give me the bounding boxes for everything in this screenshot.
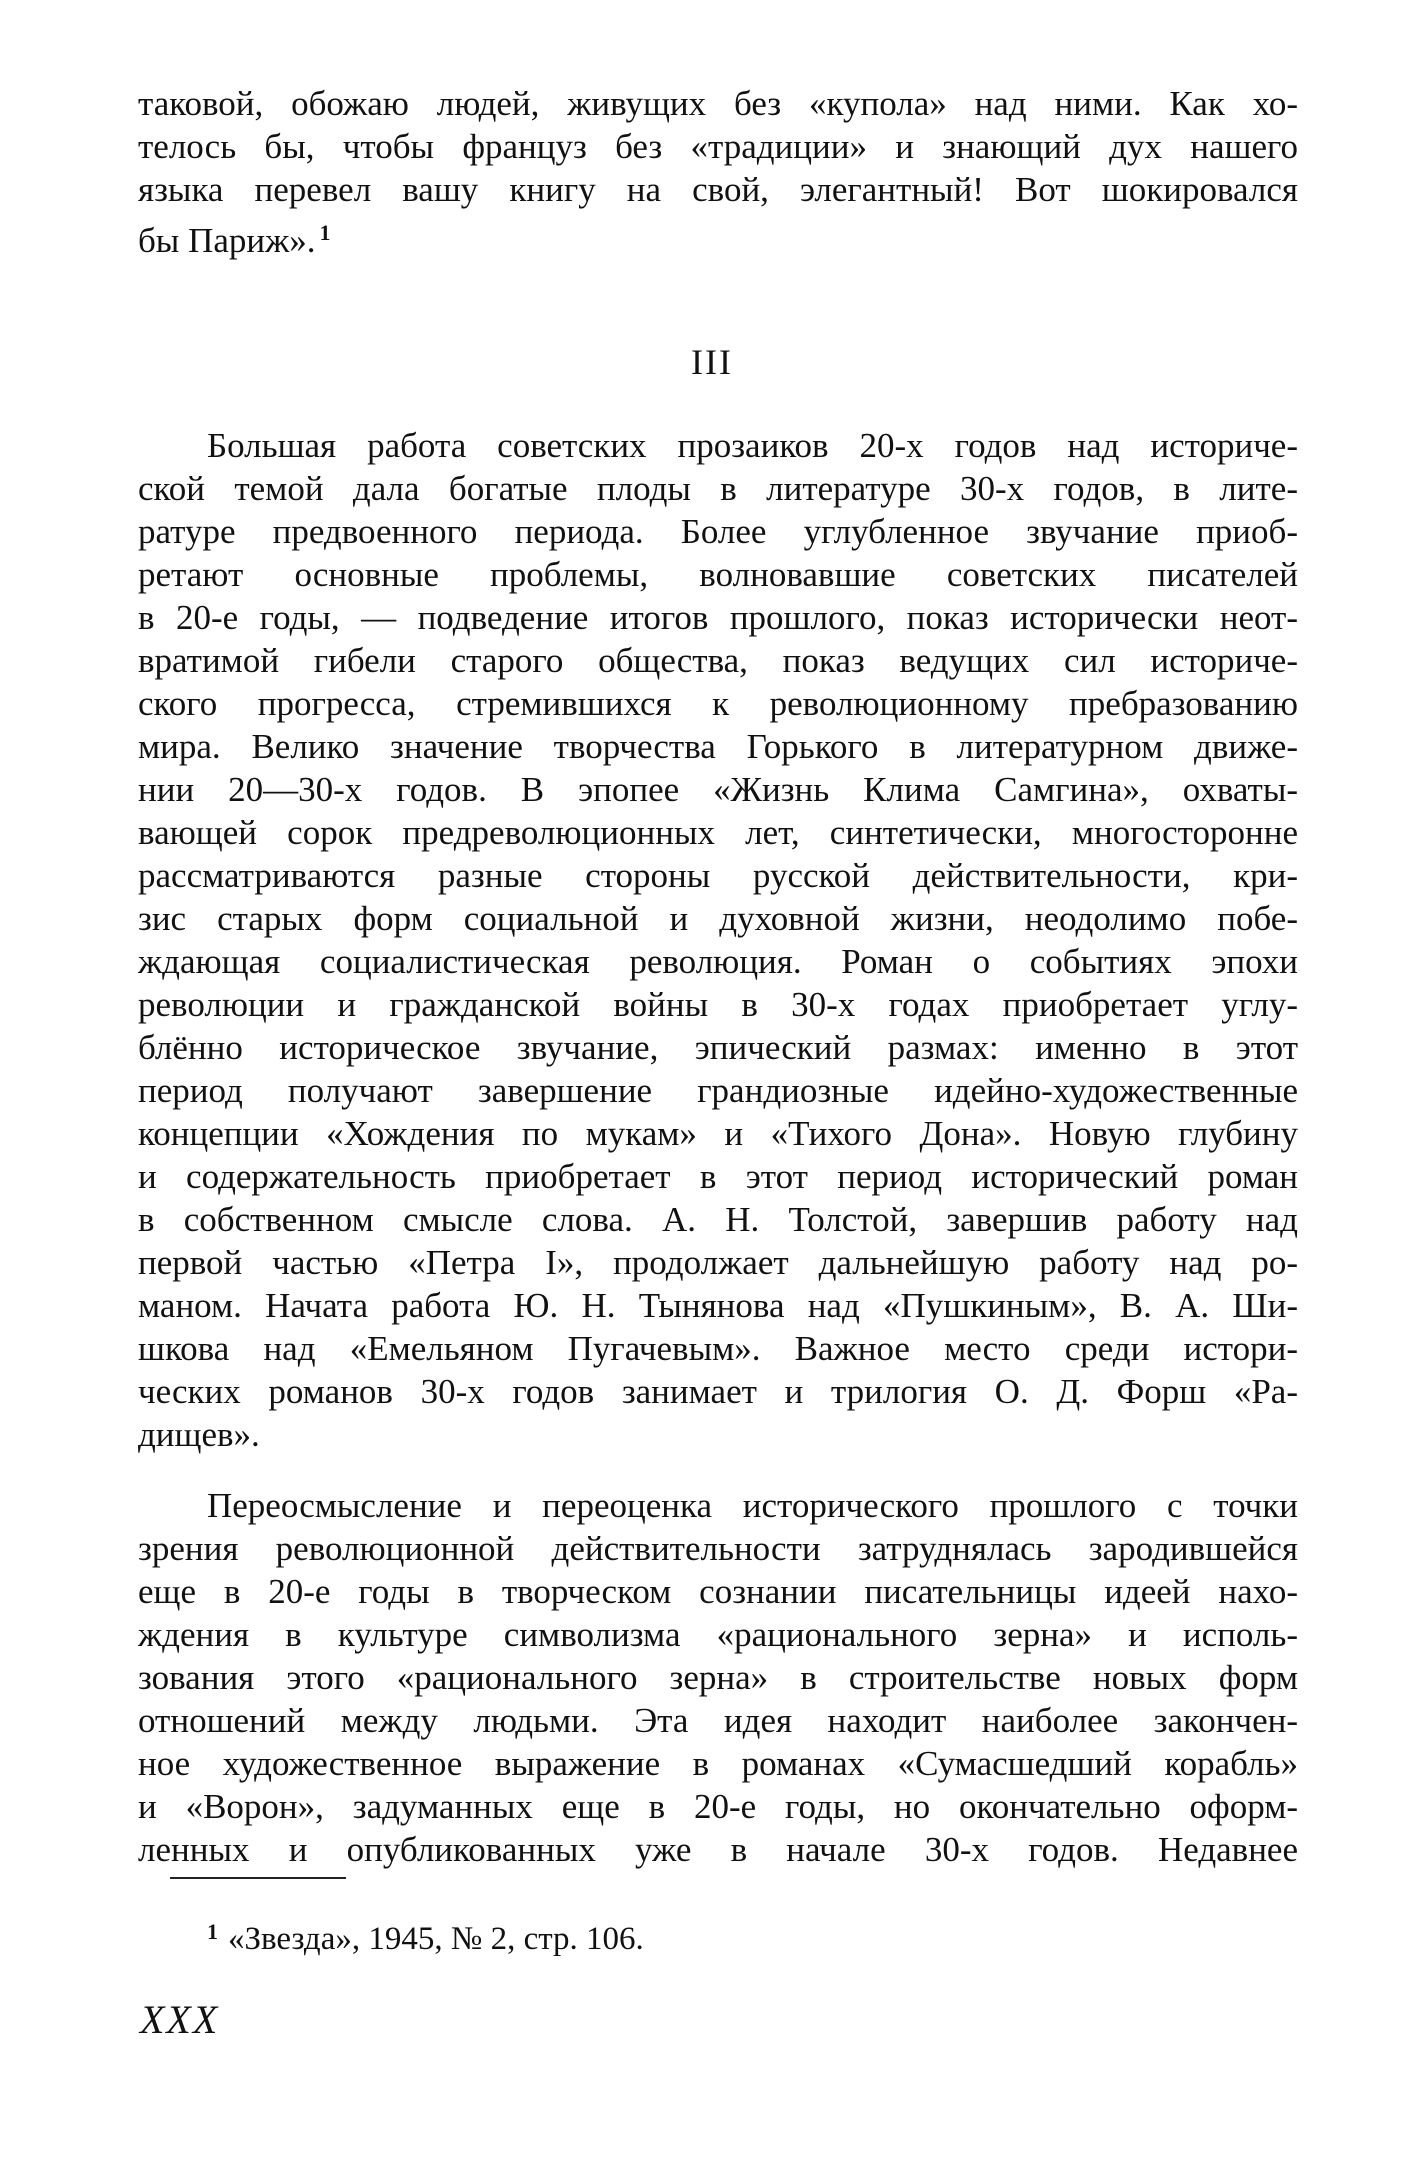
- text-line: период получают завершение грандиозные идейно-художественные: [138, 1071, 1298, 1110]
- text-line: отношений между людьми. Эта идея находит наиболее закончен-: [138, 1701, 1298, 1740]
- footnote-divider: [170, 1877, 346, 1879]
- text-line: ческих романов 30-х годов занимает и трилогия О. Д. Форш «Ра-: [138, 1372, 1298, 1411]
- text-line: зис старых форм социальной и духовной жизни, неодолимо побе-: [138, 899, 1298, 938]
- text-line: мира. Велико значение творчества Горького в литературном движе-: [138, 727, 1298, 766]
- page-number: XXX: [140, 1997, 220, 2042]
- text-line: ратуре предвоенного периода. Более углубленное звучание приоб-: [138, 512, 1298, 551]
- text-line: нии 20—30-х годов. В эпопее «Жизнь Клима Самгина», охваты-: [138, 770, 1298, 809]
- text-line: концепции «Хождения по мукам» и «Тихого Дона». Новую глубину: [138, 1114, 1298, 1153]
- text-line: зрения революционной действительности затруднялась зародившейся: [138, 1529, 1298, 1568]
- text-line: Переосмысление и переоценка исторического прошлого с точки: [207, 1486, 1298, 1525]
- text-line: и содержательность приобретает в этот период исторический роман: [138, 1157, 1298, 1196]
- text-line: шкова над «Емельяном Пугачевым». Важное место среди истори-: [138, 1329, 1298, 1368]
- text-line: ского прогресса, стремившихся к революционному пребразованию: [138, 684, 1298, 723]
- text-line: в собственном смысле слова. А. Н. Толстой, завершив работу над: [138, 1200, 1298, 1239]
- footnote-marker: 1: [207, 1919, 218, 1944]
- text-line: вратимой гибели старого общества, показ ведущих сил историче-: [138, 641, 1298, 680]
- text-line: вающей сорок предреволюционных лет, синтетически, многосторонне: [138, 813, 1298, 852]
- section-heading: III: [691, 342, 733, 382]
- text-line: маном. Начата работа Ю. Н. Тынянова над «Пушкиным», В. А. Ши-: [138, 1286, 1298, 1325]
- text-line: блённо историческое звучание, эпический размах: именно в этот: [138, 1028, 1298, 1067]
- text-line: революции и гражданской войны в 30-х годах приобретает углу-: [138, 985, 1298, 1024]
- text-line: дищев».: [138, 1415, 260, 1454]
- text-line: рассматриваются разные стороны русской действительности, кри-: [138, 856, 1298, 895]
- text-line: ретают основные проблемы, волновавшие советских писателей: [138, 555, 1298, 594]
- text-line: в 20-е годы, — подведение итогов прошлого, показ исторически неот-: [138, 598, 1298, 637]
- text-line: первой частью «Петра I», продолжает дальнейшую работу над ро-: [138, 1243, 1298, 1282]
- text-line: ленных и опубликованных уже в начале 30-х годов. Недавнее: [138, 1830, 1298, 1869]
- footnote: [207, 1912, 644, 1959]
- text-line: ской темой дала богатые плоды в литературе 30-х годов, в лите-: [138, 469, 1298, 508]
- text-line: ждающая социалистическая революция. Роман о событиях эпохи: [138, 942, 1298, 981]
- text-line: зования этого «рационального зерна» в строительстве новых форм: [138, 1658, 1298, 1697]
- text-line: Большая работа советских прозаиков 20-х годов над историче-: [207, 426, 1298, 465]
- text-line: ное художественное выражение в романах «Сумасшедший корабль»: [138, 1744, 1298, 1783]
- text-line: еще в 20-е годы в творческом сознании писательницы идеей нахо-: [138, 1572, 1298, 1611]
- text-line: [138, 211, 1298, 263]
- text-line: ждения в культуре символизма «рационального зерна» и исполь-: [138, 1615, 1298, 1654]
- text-line: телось бы, чтобы француз без «традиции» и знающий дух нашего: [138, 127, 1298, 166]
- footnote-reference: 1: [319, 220, 331, 245]
- text-line-content: бы Париж».: [138, 221, 316, 260]
- text-line: таковой, обожаю людей, живущих без «купола» над ними. Как хо-: [138, 84, 1298, 123]
- text-line: и «Ворон», задуманных еще в 20-е годы, но окончательно оформ-: [138, 1787, 1298, 1826]
- text-line: языка перевел вашу книгу на свой, элегантный! Вот шокировался: [138, 170, 1298, 209]
- footnote-text: «Звезда», 1945, № 2, стр. 106.: [228, 1921, 644, 1957]
